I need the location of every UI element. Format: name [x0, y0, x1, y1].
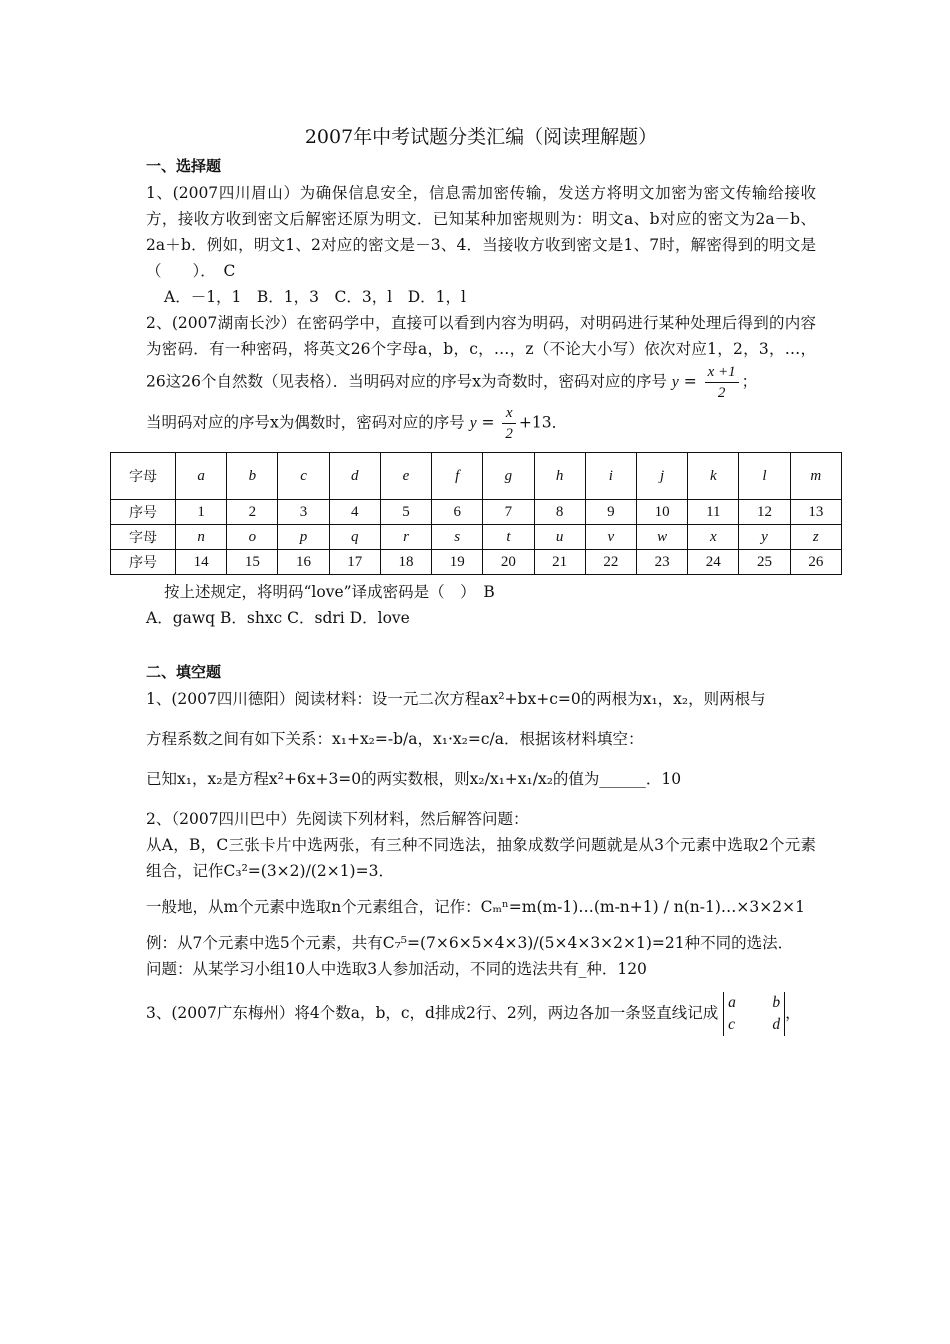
- table-cell: o: [227, 525, 278, 550]
- table-cell: z: [790, 525, 841, 550]
- table-cell: 17: [329, 550, 380, 575]
- table-cell: c: [278, 453, 329, 500]
- table-cell: d: [329, 453, 380, 500]
- question-2-even: 当明码对应的序号x为偶数时，密码对应的序号 y = $\frac{x}{2}$ +13．: [146, 405, 568, 442]
- fill-q3-line1: 3、(2007广东梅州）将4个数a，b，c，d排成2行、2列，两边各加一条竖直线记成 a b c d，: [146, 992, 816, 1036]
- table-cell: 15: [227, 550, 278, 575]
- table-cell: 6: [432, 500, 483, 525]
- formula-even: $\frac{x}{2}$: [502, 403, 516, 444]
- table-header-cell: 字母: [111, 525, 176, 550]
- table-cell: 20: [483, 550, 534, 575]
- table-cell: 13: [790, 500, 841, 525]
- table-cell: 23: [636, 550, 687, 575]
- table-cell: t: [483, 525, 534, 550]
- table-cell: 18: [380, 550, 431, 575]
- fill-q2-line1: 2、（2007四川巴中）先阅读下列材料，然后解答问题：: [146, 810, 529, 828]
- table-header-cell: 序号: [111, 550, 176, 575]
- table-cell: 4: [329, 500, 380, 525]
- table-cell: l: [739, 453, 790, 500]
- section-heading-choice: 一、选择题: [146, 157, 222, 175]
- question-2-intro: 2、(2007湖南长沙）在密码学中，直接可以看到内容为明码，对明码进行某种处理后得到的内容为密码．有一种密码，将英文26个字母a，b，c，…，z（不论大小写）依次对应1，2，3，…，26这26个自然数（见表格）．当明码对应的序号x为奇数时，密码对应的序号: [146, 314, 816, 391]
- table-header-cell: 序号: [111, 500, 176, 525]
- table-row: [111, 453, 842, 500]
- table-cell: 9: [585, 500, 636, 525]
- table-cell: a: [176, 453, 227, 500]
- table-cell: j: [636, 453, 687, 500]
- table-cell: s: [432, 525, 483, 550]
- formula-odd: $\frac{x +1}{2}$: [705, 362, 739, 403]
- table-cell: 8: [534, 500, 585, 525]
- fill-q2-line3: 一般地，从m个元素中选取n个元素组合，记作：Cₘⁿ=m(m-1)…(m-n+1) / n(n-1)…×3×2×1: [146, 898, 805, 916]
- cipher-table: [110, 452, 842, 575]
- table-cell: v: [585, 525, 636, 550]
- table-cell: 11: [688, 500, 739, 525]
- table-cell: 14: [176, 550, 227, 575]
- table-cell: 7: [483, 500, 534, 525]
- table-header-cell: 字母: [111, 453, 176, 500]
- table-row: [111, 550, 842, 575]
- question-1-text: 1、(2007四川眉山）为确保信息安全，信息需加密传输，发送方将明文加密为密文传输给接收方，接收方收到密文后解密还原为明文．已知某种加密规则为：明文a、b对应的密文为2a－b、2a＋b．例如，明文1、2对应的密文是－3、4．当接收方收到密文是1、7时，解密得到的明文是（ ）． C: [146, 184, 816, 280]
- table-cell: 22: [585, 550, 636, 575]
- question-2-text: 2、(2007湖南长沙）在密码学中，直接可以看到内容为明码，对明码进行某种处理后得到的内容为密码．有一种密码，将英文26个字母a，b，c，…，z（不论大小写）依次对应1，2，3，…，26这26个自然数（见表格）．当明码对应的序号x为奇数时，密码对应的序号 y = $\frac{x +1}{2}$ ；: [146, 314, 816, 401]
- fill-q2-line4: 例：从7个元素中选5个元素，共有C₇⁵=(7×6×5×4×3)/(5×4×3×2×1)=21种不同的选法．: [146, 934, 794, 952]
- table-cell: 19: [432, 550, 483, 575]
- question-2-options: A．gawq B．shxc C．sdri D．love: [146, 609, 410, 627]
- determinant-notation: a b c d: [723, 992, 785, 1036]
- table-cell: 16: [278, 550, 329, 575]
- table-cell: k: [688, 453, 739, 500]
- table-cell: 21: [534, 550, 585, 575]
- fill-q1-line1: 1、(2007四川德阳）阅读材料：设一元二次方程ax²+bx+c=0的两根为x₁，x₂，则两根与: [146, 690, 766, 708]
- table-cell: m: [790, 453, 841, 500]
- table-cell: g: [483, 453, 534, 500]
- page-title: 2007年中考试题分类汇编（阅读理解题）: [304, 126, 658, 148]
- table-cell: i: [585, 453, 636, 500]
- question-1-options: A．－1，1 B．1，3 C．3，l D．1，l: [164, 288, 466, 306]
- table-cell: 10: [636, 500, 687, 525]
- table-cell: n: [176, 525, 227, 550]
- table-cell: 26: [790, 550, 841, 575]
- table-cell: e: [380, 453, 431, 500]
- table-cell: 3: [278, 500, 329, 525]
- table-cell: p: [278, 525, 329, 550]
- fill-q2-line5: 问题：从某学习小组10人中选取3人参加活动，不同的选法共有_种．120: [146, 960, 647, 978]
- table-cell: w: [636, 525, 687, 550]
- table-cell: y: [739, 525, 790, 550]
- table-cell: 5: [380, 500, 431, 525]
- table-cell: 2: [227, 500, 278, 525]
- table-cell: u: [534, 525, 585, 550]
- table-row: [111, 500, 842, 525]
- question-2-prompt: 按上述规定，将明码“love”译成密码是（ ） B: [164, 583, 495, 601]
- table-cell: b: [227, 453, 278, 500]
- table-cell: f: [432, 453, 483, 500]
- table-row: [111, 525, 842, 550]
- fill-q1-line2: 方程系数之间有如下关系：x₁+x₂=-b/a，x₁·x₂=c/a．根据该材料填空：: [146, 730, 644, 748]
- table-cell: 25: [739, 550, 790, 575]
- fill-q2-line2: 从A，B，C三张卡片中选两张，有三种不同选法，抽象成数学问题就是从3个元素中选取2个元素组合，记作C₃²=(3×2)/(2×1)=3．: [146, 836, 816, 880]
- table-cell: r: [380, 525, 431, 550]
- table-cell: x: [688, 525, 739, 550]
- section-heading-fill: 二、填空题: [146, 663, 222, 681]
- table-cell: 1: [176, 500, 227, 525]
- fill-q1-line3: 已知x₁，x₂是方程x²+6x+3=0的两实数根，则x₂/x₁+x₁/x₂的值为______．10: [146, 770, 682, 788]
- table-cell: 24: [688, 550, 739, 575]
- document-page: [129, 118, 824, 1036]
- table-cell: q: [329, 525, 380, 550]
- table-cell: h: [534, 453, 585, 500]
- table-cell: 12: [739, 500, 790, 525]
